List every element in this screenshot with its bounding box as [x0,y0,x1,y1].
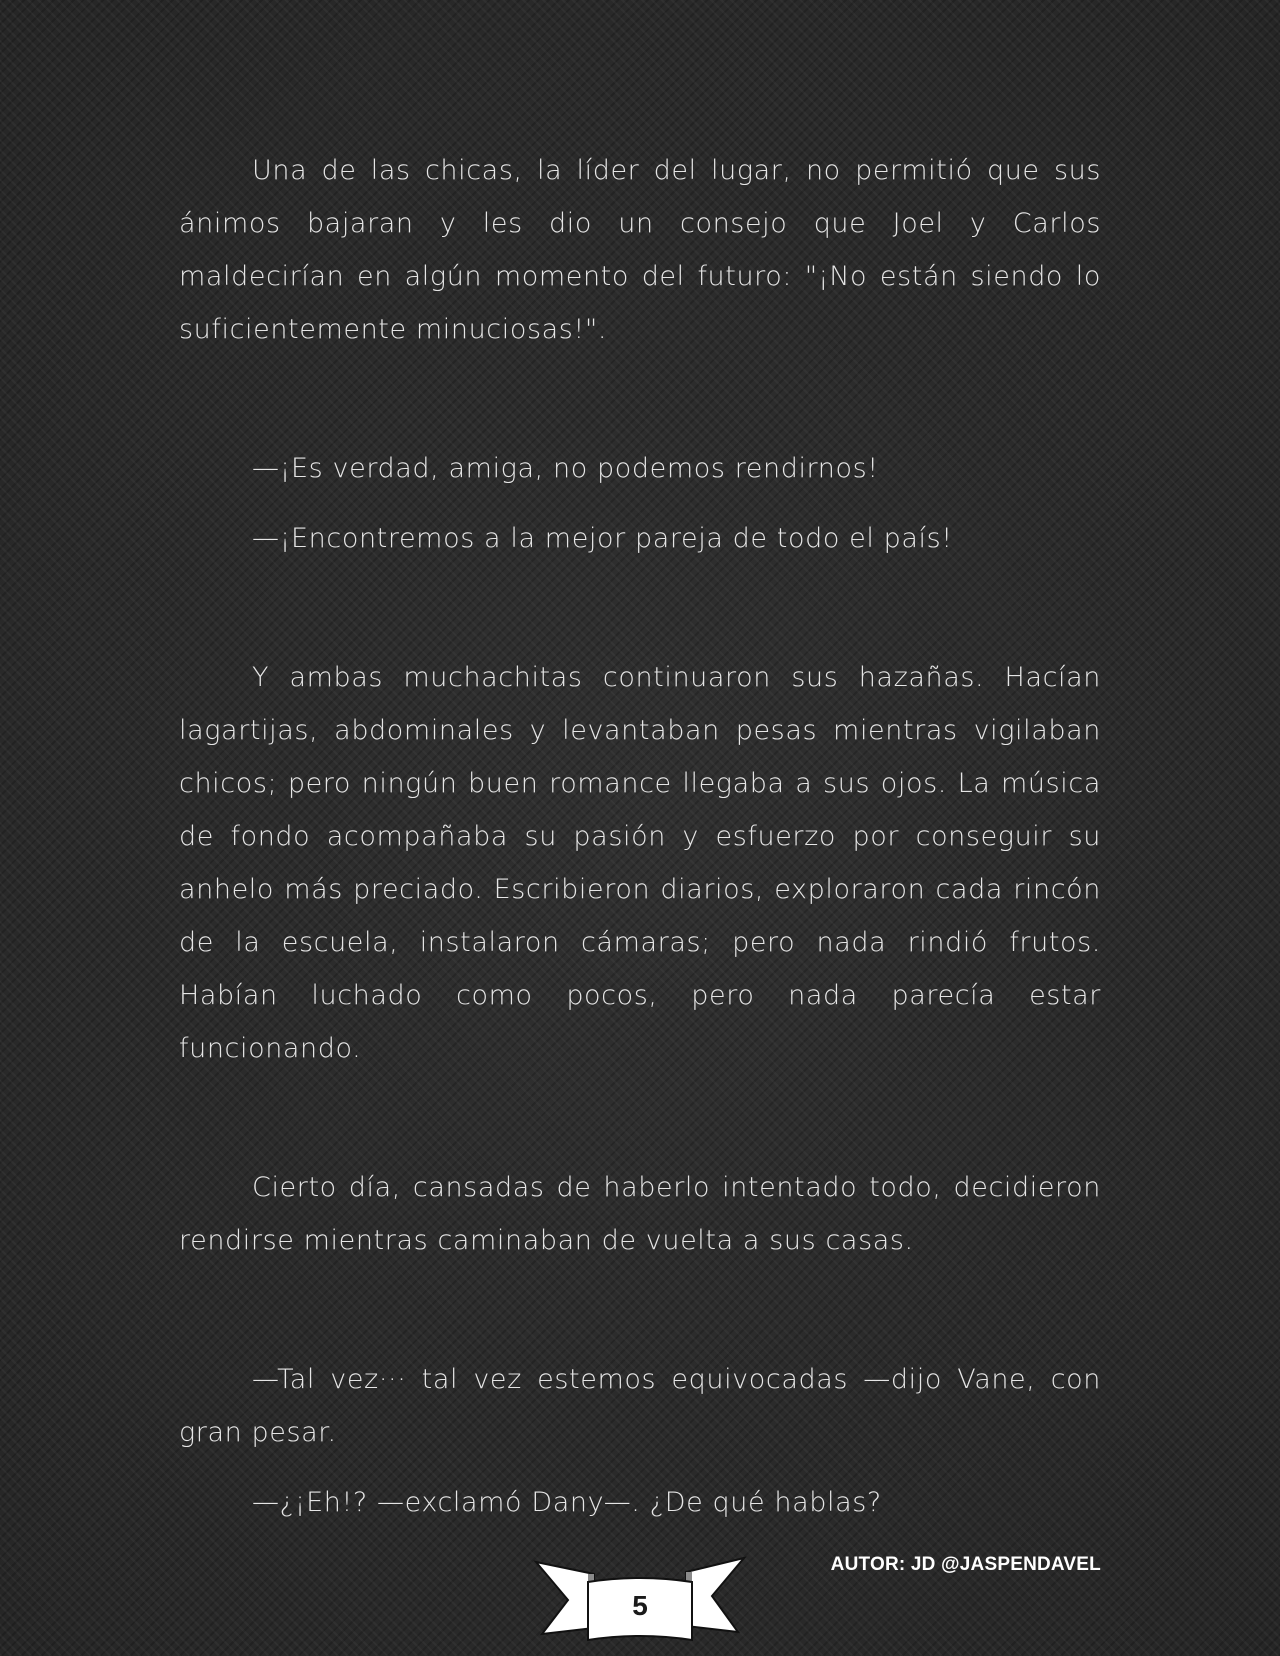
author-credit: AUTOR: JD @JASPENDAVEL [830,1554,1101,1575]
spacer [179,356,1101,442]
spacer [179,495,1101,512]
spacer [179,1267,1101,1353]
paragraph-cierto-dia: Cierto día, cansadas de haberlo intentado todo, decidieron rendirse mientras caminaban de vuelta a sus casas. [179,1172,1101,1256]
paragraph-consejo: Una de las chicas, la líder del lugar, no permitió que sus ánimos bajaran y les dio un consejo que Joel y Carlos maldecirían en algún momento del futuro: "¡No están siendo lo suficientemente minuciosas!". [179,155,1101,345]
page-number: 5 [632,1590,648,1621]
dialog-line-vane: —Tal vez··· tal vez estemos equivocadas —dijo Vane, con gran pesar. [179,1364,1101,1448]
dialog-line-rendirnos: —¡Es verdad, amiga, no podemos rendirnos! [252,453,879,484]
paragraph-hazanas: Y ambas muchachitas continuaron sus hazañas. Hacían lagartijas, abdominales y levantaban pesas mientras vigilaban chicos; pero ningún buen romance llegaba a sus ojos. La música de fondo acompañaba su pasión y esfuerzo por conseguir su anhelo más preciado. Escribieron diarios, exploraron cada rincón de la escuela, instalaron cámaras; pero nada rindió frutos. Habían luchado como pocos, pero nada parecía estar funcionando. [179,662,1101,1064]
dialog-line-pareja: —¡Encontremos a la mejor pareja de todo el país! [252,523,953,554]
dialog-line-dany: —¿¡Eh!? —exclamó Dany—. ¿De qué hablas? [252,1487,882,1518]
spacer [179,1459,1101,1476]
spacer [179,1075,1101,1161]
page-body [179,144,1101,1529]
spacer [179,565,1101,651]
